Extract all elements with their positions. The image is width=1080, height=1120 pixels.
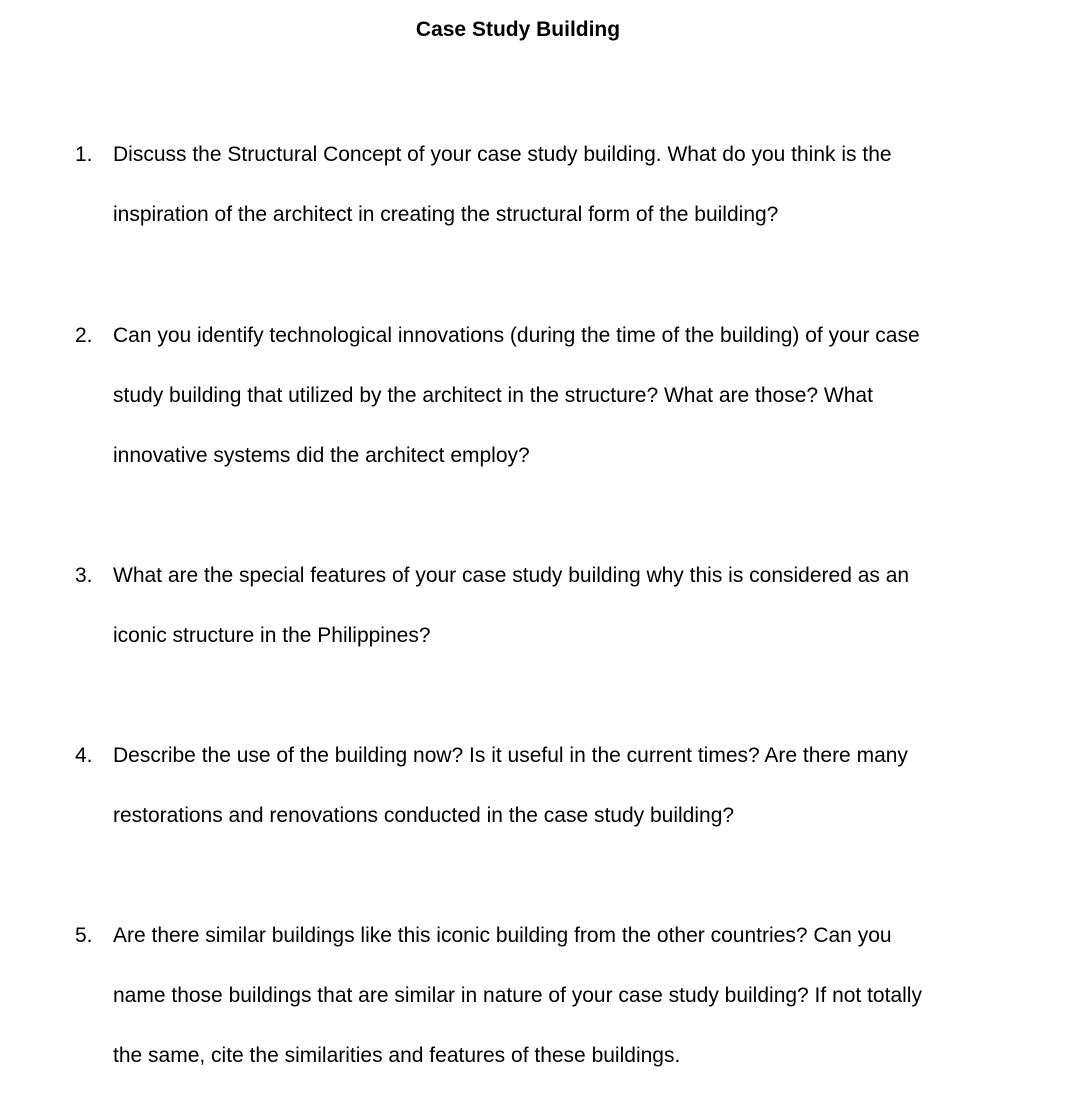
question-number: 4. [75, 744, 93, 767]
question-line: What are the special features of your case study building why this is considered as an [113, 564, 910, 587]
question-text [113, 726, 1013, 846]
question-line: name those buildings that are similar in nature of your case study building? If not totally [113, 984, 922, 1007]
question-line: restorations and renovations conducted in the case study building? [113, 804, 735, 827]
page-title: Case Study Building [415, 18, 621, 41]
question-line: innovative systems did the architect employ? [113, 444, 530, 467]
question-text [113, 546, 1013, 666]
question-number: 1. [75, 143, 93, 166]
question-line: Discuss the Structural Concept of your case study building. What do you think is the [113, 143, 892, 166]
question-line: Are there similar buildings like this iconic building from the other countries? Can you [113, 924, 892, 947]
question-number: 2. [75, 324, 93, 347]
question-line: Can you identify technological innovations (during the time of the building) of your case [113, 324, 920, 347]
question-line: Describe the use of the building now? Is it useful in the current times? Are there many [113, 744, 908, 767]
question-line: iconic structure in the Philippines? [113, 624, 431, 647]
question-number: 3. [75, 564, 93, 587]
question-text [113, 125, 1013, 245]
question-line: inspiration of the architect in creating the structural form of the building? [113, 203, 779, 226]
question-text [113, 906, 1013, 1086]
question-line: the same, cite the similarities and features of these buildings. [113, 1044, 681, 1067]
question-text [113, 306, 1013, 486]
question-number: 5. [75, 924, 93, 947]
question-line: study building that utilized by the architect in the structure? What are those? What [113, 384, 873, 407]
